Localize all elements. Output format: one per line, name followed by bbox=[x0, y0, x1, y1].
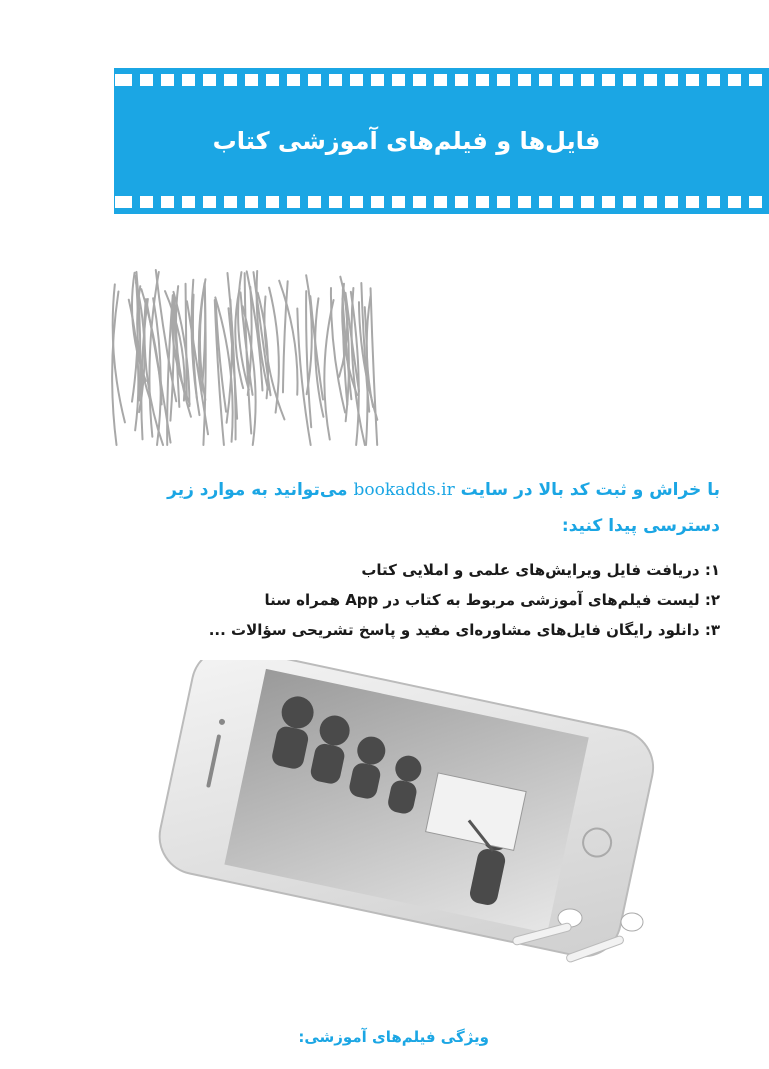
list-item-number: ۱: bbox=[699, 561, 720, 579]
banner-title: فایل‌ها و فیلم‌های آموزشی کتاب bbox=[212, 127, 601, 155]
list-item bbox=[100, 585, 720, 615]
list-item-number: ۲: bbox=[699, 591, 720, 609]
feature-list bbox=[100, 555, 720, 645]
intro-post: می‌توانید به موارد زیر دسترسی پیدا کنید: bbox=[167, 480, 720, 536]
list-item-text: دانلود رایگان فایل‌های مشاوره‌ای مفید و پاسخ تشریحی سؤالات ... bbox=[208, 621, 700, 639]
list-item-text: دریافت فایل ویرایش‌های علمی و املایی کتاب bbox=[361, 561, 700, 579]
film-holes-bottom bbox=[114, 196, 769, 208]
intro-pre: با خراش و ثبت کد بالا در سایت bbox=[454, 480, 720, 500]
list-item-number: ۳: bbox=[699, 621, 720, 639]
list-item bbox=[100, 555, 720, 585]
site-link[interactable]: bookadds.ir bbox=[353, 480, 455, 500]
intro-paragraph bbox=[100, 472, 720, 544]
list-item bbox=[100, 615, 720, 645]
list-item-text: لیست فیلم‌های آموزشی مربوط به کتاب در App همراه سنا bbox=[264, 591, 700, 609]
phone-illustration bbox=[140, 660, 700, 980]
film-strip-banner bbox=[114, 68, 769, 214]
section-heading: ویژگی فیلم‌های آموزشی: bbox=[298, 1028, 489, 1046]
scratch-code-area[interactable] bbox=[98, 255, 398, 455]
